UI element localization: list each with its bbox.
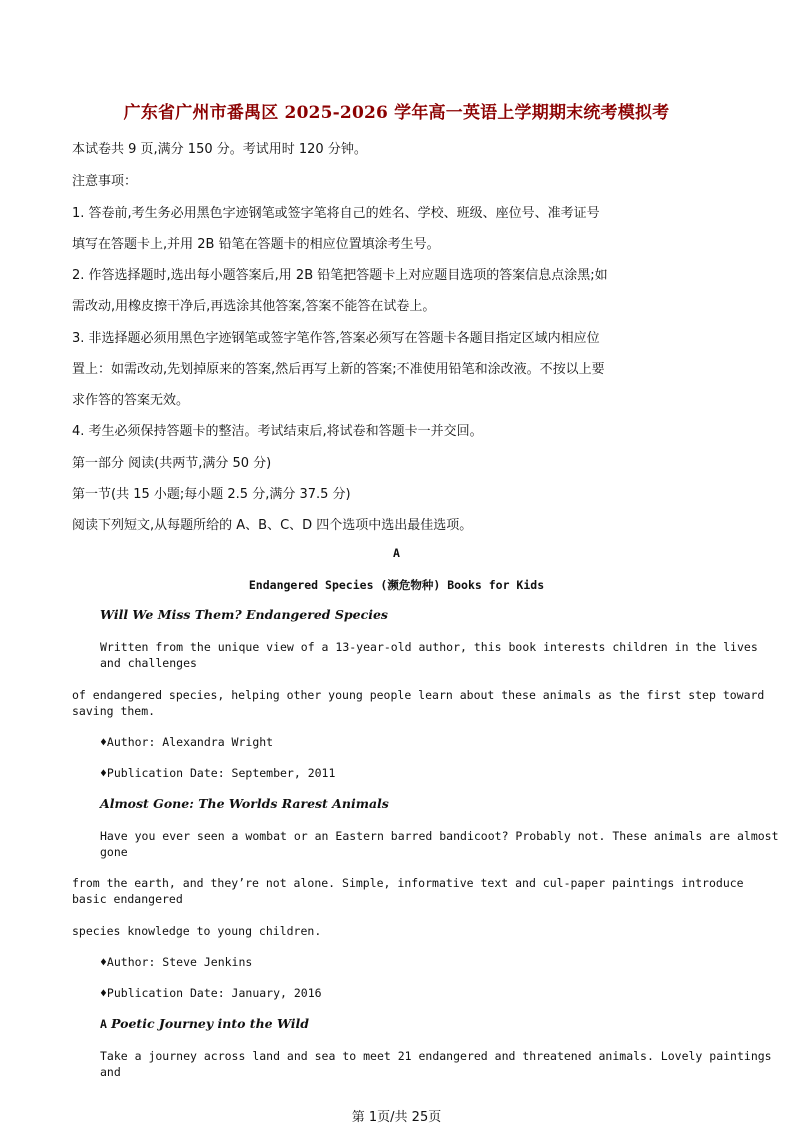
section-heading: 第一节(共 15 小题;每小题 2.5 分,满分 37.5 分) — [72, 487, 351, 502]
part-heading: 第一部分 阅读(共两节,满分 50 分) — [72, 456, 272, 471]
notice-line: 需改动,用橡皮擦干净后,再选涂其他答案,答案不能答在试卷上。 — [72, 299, 436, 314]
book-description: Written from the unique view of a 13-year-old author, this book interests children in the lives — [100, 640, 758, 654]
book-title: Almost Gone: The Worlds Rarest Animals — [100, 796, 389, 811]
book-title-prefix: A — [100, 1017, 107, 1031]
passage-title: Endangered Species (濒危物种) Books for Kids — [248, 578, 545, 592]
book-description: and — [100, 1065, 121, 1079]
document-title: 广东省广州市番禺区 2025-2026 学年高一英语上学期期末统考模拟考 — [123, 103, 670, 123]
notice-line: 填写在答题卡上,并用 2B 铅笔在答题卡的相应位置填涂考生号。 — [72, 237, 440, 252]
notice-heading: 注意事项： — [72, 174, 138, 189]
book-publication-date: ♦Publication Date: January, 2016 — [100, 986, 322, 1000]
book-title: Will We Miss Them? Endangered Species — [100, 607, 388, 622]
book-author: ♦Author: Steve Jenkins — [100, 955, 253, 969]
book-description: basic endangered — [72, 892, 183, 906]
book-description: from the earth, and they’re not alone. Simple, informative text and cul-paper paintings introduce — [72, 876, 744, 890]
exam-intro: 本试卷共 9 页,满分 150 分。考试用时 120 分钟。 — [72, 142, 367, 157]
notice-line: 1. 答卷前,考生务必用黑色字迹钢笔或签字笔将自己的姓名、学校、班级、座位号、准考证号 — [72, 206, 600, 221]
book-title-text: Poetic Journey into the Wild — [111, 1016, 310, 1031]
book-description: and challenges — [100, 656, 197, 670]
page-footer: 第 1页/共 25页 — [351, 1110, 442, 1125]
notice-line: 求作答的答案无效。 — [72, 393, 190, 408]
book-description: Have you ever seen a wombat or an Eastern barred bandicoot? Probably not. These animals are almost — [100, 829, 779, 843]
book-description: gone — [100, 845, 128, 859]
notice-line: 4. 考生必须保持答题卡的整洁。考试结束后,将试卷和答题卡一并交回。 — [72, 424, 483, 439]
book-author: ♦Author: Alexandra Wright — [100, 735, 274, 749]
book-description: saving them. — [72, 704, 156, 718]
notice-line: 3. 非选择题必须用黑色字迹钢笔或签字笔作答,答案必须写在答题卡各题目指定区域内相应位 — [72, 331, 600, 346]
book-description: of endangered species, helping other young people learn about these animals as the first step toward — [72, 688, 765, 702]
notice-line: 2. 作答选择题时,选出每小题答案后,用 2B 铅笔把答题卡上对应题目选项的答案信息点涂黑;如 — [72, 268, 608, 283]
reading-instruction: 阅读下列短文,从每题所给的 A、B、C、D 四个选项中选出最佳选项。 — [72, 518, 473, 533]
notice-line: 置上：如需改动,先划掉原来的答案,然后再写上新的答案;不准使用铅笔和涂改液。不按以上要 — [72, 362, 605, 377]
book-description: Take a journey across land and sea to meet 21 endangered and threatened animals. Lovely paintings — [100, 1049, 772, 1063]
passage-label: A — [393, 546, 400, 560]
book-description: species knowledge to young children. — [72, 924, 322, 938]
book-publication-date: ♦Publication Date: September, 2011 — [100, 766, 336, 780]
book-title — [100, 1016, 309, 1032]
